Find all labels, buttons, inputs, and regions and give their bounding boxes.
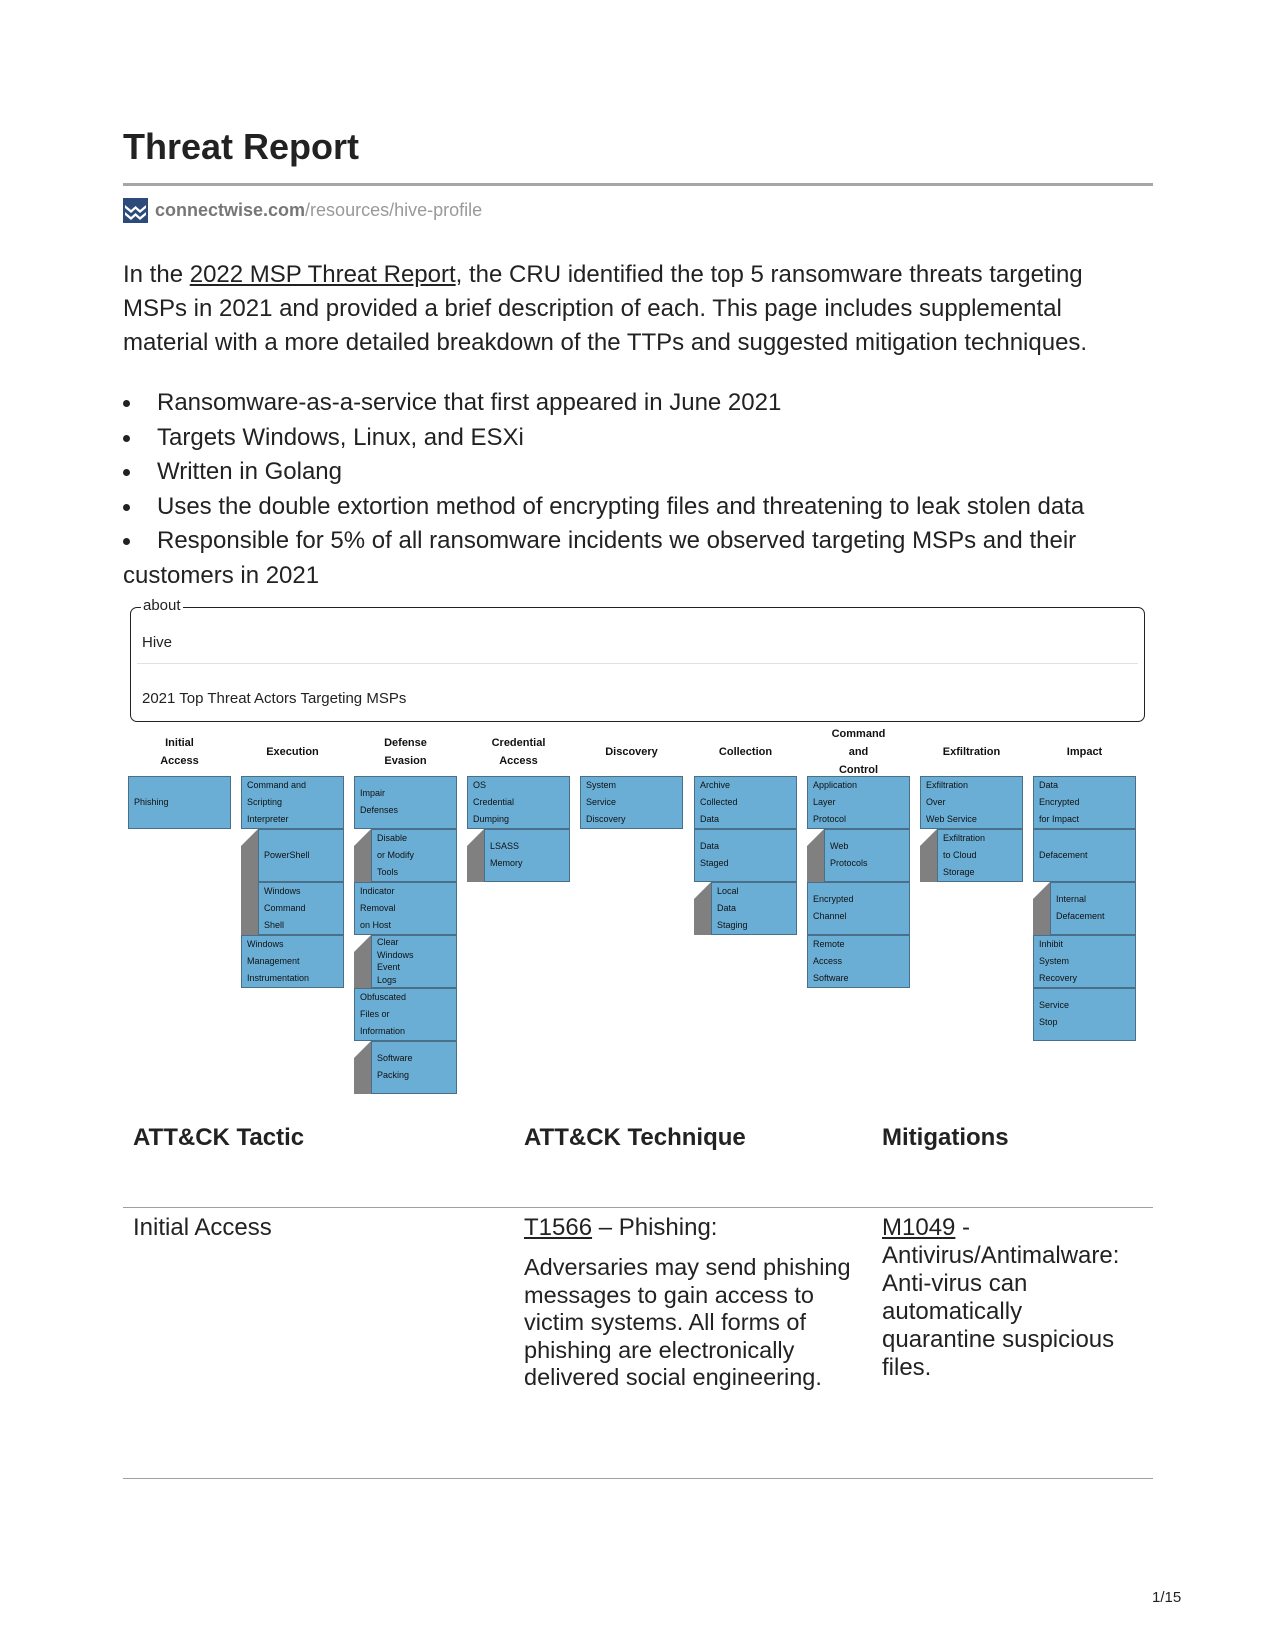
subtechnique-label: Internal — [1056, 894, 1087, 904]
subtechnique-bar — [241, 829, 258, 935]
actor-group: 2021 Top Threat Actors Targeting MSPs — [142, 690, 407, 707]
technique-label: Command and — [247, 780, 307, 790]
list-item: Uses the double extortion method of encrypting files and threatening to leak stolen data — [123, 490, 1153, 525]
subtechnique-label: Windows — [377, 949, 414, 960]
technique-label: Stop — [1039, 1017, 1058, 1027]
subtechnique-notch — [920, 829, 937, 846]
tactic-header-defense-evasion — [354, 734, 457, 770]
subtechnique-label: Storage — [943, 867, 975, 877]
technique-cell[interactable] — [694, 829, 797, 882]
mitigations-header: Mitigations — [882, 1124, 1009, 1151]
page-title: Threat Report — [123, 126, 360, 167]
tactic-header-line: Initial — [165, 737, 194, 749]
tactic-header-line: Collection — [718, 746, 773, 758]
bullet-list — [123, 386, 1153, 593]
tactic-header-impact — [1033, 743, 1136, 761]
technique-cell[interactable] — [354, 988, 457, 1041]
intro-suffix: , the CRU identified the top 5 ransomware threats targeting MSPs in 2021 and provided a brief description of each. This page includes supplemental material with a more detailed breakdown of the TTPs and suggested mitigation techniques. — [123, 261, 1088, 356]
subtechnique-label: to Cloud — [943, 850, 977, 860]
technique-label: Exfiltration — [926, 780, 969, 790]
tactic-header-command-and-control — [807, 725, 910, 779]
subtechnique-notch — [467, 829, 484, 846]
technique-label: Phishing — [134, 797, 169, 807]
table-header-divider — [123, 1207, 1153, 1208]
technique-cell[interactable] — [920, 776, 1023, 829]
technique-label: System — [586, 780, 617, 790]
bullet-icon — [123, 400, 130, 407]
tactic-header: ATT&CK Tactic — [133, 1124, 305, 1151]
mitigation-text: - Antivirus/Antimalware: Anti-virus can automatically quarantine suspicious files. — [882, 1214, 1120, 1381]
subtechnique-label: Packing — [377, 1070, 410, 1080]
subtechnique-cell[interactable] — [937, 829, 1023, 882]
subtechnique-label: Staging — [717, 920, 748, 930]
technique-header: ATT&CK Technique — [524, 1124, 746, 1151]
list-item: Ransomware-as-a-service that first appeared in June 2021 — [123, 386, 1153, 421]
intro-paragraph — [123, 258, 1153, 360]
technique-label: Layer — [813, 797, 836, 807]
subtechnique-notch — [807, 829, 824, 846]
list-item: Responsible for 5% of all ransomware incidents we observed targeting MSPs and their customers in 2021 — [123, 527, 1077, 589]
subtechnique-label: Shell — [264, 920, 285, 930]
tactic-header-credential-access — [467, 734, 570, 770]
mitigation-cell — [882, 1214, 1137, 1382]
page-number: 1/15 — [1152, 1589, 1182, 1606]
technique-label: Software — [813, 973, 849, 983]
tactic-header-discovery — [580, 743, 683, 761]
technique-cell[interactable] — [1033, 988, 1136, 1041]
technique-label: on Host — [360, 920, 392, 930]
technique-label: Credential — [473, 797, 515, 807]
technique-label: Indicator — [360, 886, 395, 896]
tactic-header-line: Exfiltration — [942, 746, 1001, 758]
technique-label: Encrypted — [813, 894, 854, 904]
technique-cell[interactable] — [1033, 776, 1136, 829]
subtechnique-label: Web — [830, 841, 849, 851]
subtechnique-cell[interactable] — [711, 882, 797, 935]
source-path: /resources/hive-profile — [305, 199, 483, 220]
technique-name: – Phishing: — [592, 1214, 718, 1241]
subtechnique-cell[interactable] — [1050, 882, 1136, 935]
tactic-header-exfiltration — [920, 743, 1023, 761]
technique-label: Access — [813, 956, 843, 966]
technique-label: Dumping — [473, 814, 510, 824]
technique-cell[interactable] — [694, 776, 797, 829]
subtechnique-cell[interactable] — [484, 829, 570, 882]
technique-label: Interpreter — [247, 814, 289, 824]
subtechnique-cell[interactable] — [371, 935, 457, 988]
subtechnique-label: Tools — [377, 867, 399, 877]
technique-label: Application — [813, 780, 858, 790]
tactic-header-line: Discovery — [605, 746, 658, 758]
subtechnique-label: PowerShell — [264, 850, 310, 860]
subtechnique-cell[interactable] — [824, 829, 910, 882]
subtechnique-notch — [694, 882, 711, 899]
threat-report-link[interactable]: 2022 MSP Threat Report — [189, 261, 456, 288]
technique-label: Inhibit — [1039, 939, 1064, 949]
technique-label: Service — [1039, 1000, 1070, 1010]
technique-label: Scripting — [247, 797, 283, 807]
tactic-header-line: Impact — [1066, 746, 1103, 758]
tactic-header-line: Control — [838, 764, 879, 776]
technique-cell[interactable] — [1033, 829, 1136, 882]
technique-cell[interactable] — [807, 776, 910, 829]
subtechnique-bar — [354, 935, 371, 988]
tactic-header-collection — [694, 743, 797, 761]
subtechnique-label: Command — [264, 903, 306, 913]
technique-label: Discovery — [586, 814, 626, 824]
subtechnique-label: Data — [717, 903, 737, 913]
subtechnique-label: Local — [717, 886, 739, 896]
subtechnique-label: Exfiltration — [943, 833, 986, 843]
actor-name: Hive — [142, 634, 173, 651]
technique-cell[interactable] — [807, 935, 910, 988]
technique-cell[interactable] — [354, 776, 457, 829]
technique-label: Recovery — [1039, 973, 1078, 983]
connectwise-logo-icon — [123, 198, 148, 223]
technique-label: Defacement — [1039, 850, 1088, 860]
technique-description: Adversaries may send phishing messages to gain access to victim systems. All forms of phishing are electronically delivered social engineering. — [524, 1254, 851, 1390]
title-divider — [123, 183, 1153, 186]
technique-label: Removal — [360, 903, 396, 913]
technique-label: Data — [700, 814, 720, 824]
subtechnique-label: Clear — [377, 937, 399, 947]
subtechnique-notch — [1033, 882, 1050, 899]
subtechnique-notch — [354, 935, 371, 952]
tactic-header-line: Access — [160, 755, 199, 767]
tactic-header-initial-access — [128, 734, 231, 770]
about-divider — [137, 663, 1138, 664]
subtechnique-cell[interactable] — [258, 882, 344, 935]
subtechnique-bar — [807, 829, 824, 882]
subtechnique-cell[interactable] — [258, 829, 344, 882]
technique-cell[interactable] — [128, 776, 231, 829]
technique-label: Defenses — [360, 805, 399, 815]
technique-label: Protocol — [813, 814, 847, 824]
technique-cell[interactable] — [467, 776, 570, 829]
bullet-icon — [123, 538, 130, 545]
technique-label: Windows — [247, 939, 284, 949]
tactic-header-line: Access — [499, 755, 538, 767]
technique-label: Over — [926, 797, 946, 807]
list-item: Targets Windows, Linux, and ESXi — [123, 421, 1153, 456]
subtechnique-bar — [354, 1041, 371, 1094]
subtechnique-bar — [354, 829, 371, 882]
tactic-header-line: Evasion — [384, 755, 427, 767]
technique-cell[interactable] — [807, 882, 910, 935]
technique-label: Service — [586, 797, 617, 807]
source-link[interactable] — [123, 197, 482, 223]
about-legend: about — [143, 597, 181, 614]
technique-label: for Impact — [1039, 814, 1080, 824]
technique-label: Instrumentation — [247, 973, 310, 983]
technique-label: Obfuscated — [360, 992, 407, 1002]
technique-label: Data — [1039, 780, 1059, 790]
technique-cell[interactable] — [241, 776, 344, 829]
technique-label: Channel — [813, 911, 847, 921]
technique-label: Files or — [360, 1009, 390, 1019]
subtechnique-label: Memory — [490, 858, 523, 868]
source-domain: connectwise.com — [155, 199, 306, 220]
technique-label: OS — [473, 780, 487, 790]
subtechnique-bar — [920, 829, 937, 882]
tactic-header-line: Credential — [491, 737, 546, 749]
tactic-cell: Initial Access — [133, 1214, 272, 1241]
subtechnique-label: or Modify — [377, 850, 415, 860]
bullet-icon — [123, 469, 130, 476]
subtechnique-label: Event — [377, 962, 401, 972]
tactic-header-line: Command — [831, 728, 886, 740]
technique-cell[interactable] — [580, 776, 683, 829]
bullet-icon — [123, 504, 130, 511]
technique-label: Information — [360, 1026, 406, 1036]
tactic-header-line: Defense — [384, 737, 427, 749]
technique-label: Encrypted — [1039, 797, 1080, 807]
subtechnique-notch — [354, 829, 371, 846]
technique-label: Remote — [813, 939, 845, 949]
technique-cell — [524, 1214, 854, 1392]
about-box — [130, 597, 1145, 722]
technique-label: Collected — [700, 797, 738, 807]
technique-label: Data — [700, 841, 720, 851]
technique-label: System — [1039, 956, 1070, 966]
technique-label: Archive — [700, 780, 731, 790]
tactic-header-line: Execution — [266, 746, 319, 758]
subtechnique-bar — [467, 829, 484, 882]
tactic-header-execution — [241, 743, 344, 761]
subtechnique-notch — [241, 829, 258, 846]
subtechnique-label: Protocols — [830, 858, 868, 868]
technique-link[interactable]: T1566 — [524, 1214, 593, 1241]
subtechnique-label: LSASS — [490, 841, 520, 851]
technique-label: Web Service — [926, 814, 977, 824]
subtechnique-cell[interactable] — [371, 829, 457, 882]
subtechnique-label: Defacement — [1056, 911, 1105, 921]
list-item: Written in Golang — [123, 455, 1153, 490]
technique-label: Impair — [360, 788, 386, 798]
technique-label: Staged — [700, 858, 729, 868]
tactic-header-line: and — [848, 746, 869, 758]
subtechnique-cell[interactable] — [371, 1041, 457, 1094]
subtechnique-label: Windows — [264, 886, 301, 896]
bullet-icon — [123, 435, 130, 442]
mitigation-link[interactable]: M1049 — [882, 1214, 956, 1241]
technique-cell[interactable] — [354, 882, 457, 935]
subtechnique-label: Disable — [377, 833, 408, 843]
subtechnique-label: Software — [377, 1053, 413, 1063]
subtechnique-bar — [1033, 882, 1050, 935]
table-bottom-divider — [123, 1478, 1153, 1479]
subtechnique-label: Logs — [377, 974, 397, 985]
technique-label: Management — [247, 956, 300, 966]
subtechnique-bar — [694, 882, 711, 935]
technique-cell[interactable] — [241, 935, 344, 988]
technique-cell[interactable] — [1033, 935, 1136, 988]
subtechnique-notch — [354, 1041, 371, 1058]
intro-prefix: In the — [123, 261, 190, 288]
